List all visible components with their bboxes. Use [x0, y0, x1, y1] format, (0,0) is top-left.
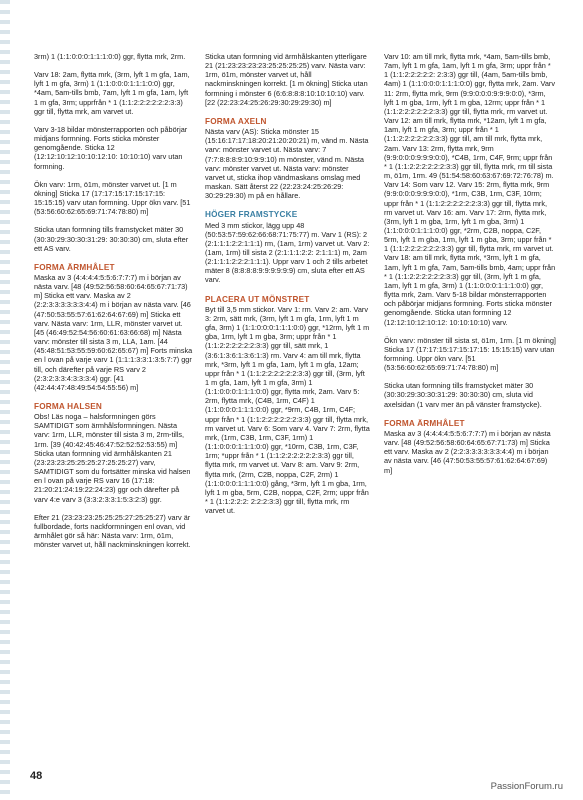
page-number: 48 [30, 770, 43, 782]
instruction-paragraph: Ökn varv: 1rm, ö1m, mönster varvet ut. [1 m ökning] Sticka 17 (17:17:15:17:15:17:15: 15:15:15) varv utan formning. Uppr ökn varv. [51 (53:56:60:62:65:69:71:74:78:80) m] [34, 179, 191, 217]
instruction-paragraph: Med 3 mm stickor, lägg upp 48 (50:53:57:59:62:66:68:71:75:77) m. Varv 1 (RS): 2 (2:1:1:1:2:2:1:1:1) rm, (1am, 1rm) varvet ut. Varv 2: (1am, 1rm) till sista 2 (2:1:1:1:2:2: 2:1:1:1) m, 2am (2:1:1:1:2:2:2:1:1:1). Uppr varv 1 och 2 tills arbetet mäter 8 (8:8:8:8:9:9:9:9:9:9) cm, sluta efter ett AS varv. [205, 220, 370, 285]
instruction-paragraph: Varv 3-18 bildar mönsterrapporten och påbörjar midjans formning. Forts sticka mönster genomgående. Sticka 12 (12:12:10:12:10:10:12:10: 10:10:10) varv utan formning. [34, 124, 188, 171]
instruction-paragraph: Maska av 3 (4:4:4:4:5:5:6:7:7:7) m i början av nästa varv. [48 (49:52:56:58:60:64:65:67:71:73) m] Sticka ett varv. Maska av 2 (2:2:3:3:3:3:3:3:4:4) m i början av nästa varv. [46 (47:50:53:55:57:61:62:64:67:69) m] Sticka ett varv. Nästa varv: 1rm, LLR, mönster varvet ut. [45 (46:49:52:54:56:60:61:63:66:68) m] Nästa varv: mönster till sista 3 m, LLA, 1am. [44 (45:48:51:53:55:59:60:62:65:67) m] Forts minska en l ovan på varje varv 1 (1:1:1:3:3:1:3:5:7:7) ggr till, och därefter på varje RS varv 2 (2:3:2:3:3:4:3:3:3:4) ggr. [41 (42:44:47:48:49:54:54:55:56) m] [34, 272, 193, 392]
text-column-3 [384, 52, 556, 484]
section-heading: FORMA AXELN [205, 116, 267, 126]
section-heading: FORMA HALSEN [34, 402, 103, 411]
footer-watermark: PassionForum.ru [490, 781, 563, 792]
text-column-1 [34, 52, 194, 558]
section-heading: HÖGER FRAMSTYCKE [205, 210, 298, 220]
instruction-paragraph: Sticka utan formning vid ärmhålskanten ytterligare 21 (21:23:23:23:23:25:25:25:25) varv. Nästa varv: 1rm, ö1m, mönster varvet ut, håll nackminskningen korrekt. [1 m ökning] Sticka utan formning i mönster 6 (6:6:8:8:8:10:10:10:10) varv. [22 (22:23:24:25:26:29:30:29:29:30) m] [205, 52, 368, 107]
section-heading: FORMA ÄRMHÅLET [34, 262, 115, 272]
instruction-paragraph: Varv 10: am till mrk, flytta mrk, *4am, 5am-tills bmb, 7am, lyft 1 m gfa, 1am, lyft 1 m gfa, 3rm; uppr från * 1 (1:1:2:2:2:2:2: 2:3:3) ggr till, (4am, 5am-tills bmb, 4am) 1 (1:1:0:0:0:1:1:1:0:0) ggr, flytta mrk, 2am. Varv 11: 2rm, flytta mrk, 9rm (9:9:0:0:0:9:9:9:0:0), *3rm, lyft 1 m gba, 1rm, lyft 1 m gba, 12rm; uppr från * 1 (1:1:2:2:2:2:2:2:3:3) ggr till, flytta mrk, rm varvet ut. Varv 12: am till mrk, flytta mrk, *12am, lyft 1 m gfa, 1am, lyft 1 m gfa, 3rm; uppr från * 1 (1:1:2:2:2:2:2:2:3:3) ggr till, am till mrk, flytta mrk, 2am. Varv 13: 2rm, flytta mrk, 9rm (9:9:0:0:0:9:9:9:0:0), *C4B, 1rm, C4F, 9rm; uppr från * 1 (1:1:2:2:2:2:2:2:3:3) ggr till, flytta mrk, rm till sista m, ö1m, 1rm. 49 (51:54:58:60:63:67:69:72:76:78) m. Varv 14: Som varv 12. Varv 15: 2rm, flytta mrk, 9rm (9:9:0:0:0:9:9:9:0:0), *1rm, C3B, 1rm, C3F, 10rm; uppr från * 1 (1:1:2:2:2:2:2:2:3:3) ggr till, flytta mrk, rm varvet ut. Varv 16: am. Varv 17: 2rm, flytta mrk, (3rm, lyft 1 m gba, 1rm, lyft 1 m gba, 3rm) 1 (1:1:0:0:0:1:1:1:0:0) ggr, *2rm, C2B, noppa, C2F, 5rm, lyft 1 m gba, 1rm, lyft 1 m gba, 3rm; uppr från * 1 (1:1:2:2:2:2:2:2:3:3) ggr till, flytta mrk, rm varvet ut. Varv 18: am till mrk, flytta mrk, *3rm, lyft 1 m gfa, 1am, lyft 1 m gfa, 7am, 5am-tills bmb, 4am; uppr från * 1 (1:1:2:2:2:2:2:2:3:3) ggr till, (3rm, lyft 1 m gfa, 1am, lyft 1 m gfa, 3rm) 1 (1:1:0:0:0:1:1:1:0:0) ggr, flytta mrk, 2am. Varv 5-18 bildar mönsterrapporten och påbörjar midjans formning. Forts sticka mönster genomgående. Sticka utan formning 12 (12:12:10:12:10:12: 10:10:10:10) varv. [384, 52, 556, 327]
instruction-paragraph: Maska av 3 (4:4:4:4:5:5:6:7:7:7) m i början av nästa varv. [48 (49:52:56:58:60:64:65:67:71:73) m] Sticka ett varv. Maska av 2 (2:2:3:3:3:3:3:3:4:4) m i början av nästa varv. [46 (47:50:53:55:57:61:62:64:67:69) m] [384, 428, 551, 475]
page-binding-edge [0, 0, 10, 800]
section-heading: PLACERA UT MÖNSTRET [205, 294, 310, 304]
instruction-paragraph: Sticka utan formning tills framstycket mäter 30 (30:30:29:30:30:31:29: 30:30:30) cm, sluta vid axelsidan (1 varv mer än på vänster framstycke). [384, 381, 542, 409]
instruction-paragraph: Ökn varv: mönster till sista st, ö1m, 1rm. [1 m ökning] Sticka 17 (17:17:15:17:15:17:15: 15:15:15) varv utan formning. Uppr ökn varv. [51 (53:56:60:62:65:69:71:74:78:80) m] [384, 335, 556, 373]
instruction-paragraph: Nästa varv (AS): Sticka mönster 15 (15:16:17:17:18:20:21:20:20:21) m, vänd m. Nästa varv: mönster varvet ut. Nästa varv: 7 (7:7:8:8:8:9:10:9:9:10) m mönster, vänd m. Nästa varv: mönster varvet ut. Nästa varv: mönster varvet ut, sticka ihop vändmaskans omslag med maskan. Sätt återst 22 (22:23:24:25:26:29: 30:29:29:30) m på en hållare. [205, 127, 369, 201]
instruction-paragraph: Efter 21 (23:23:23:25:25:25:27:25:25:27) varv är fullbordade, forts nackformningen enl ovan, vid ärmhålet gör så här: Nästa varv: 1rm, ö1m, mönster varvet ut, håll nackminskningen korrekt. [34, 512, 191, 550]
instruction-paragraph: Obs! Läs noga – halsformningen görs SAMTIDIGT som ärmhålsformningen. Nästa varv: 1rm, LLR, mönster till sista 3 m, 2rm-tills, 1rm. [39 (40:42:45:46:47:52:52:52:53:55) m] Sticka utan formning vid ärmhålskanten 21 (23:23:23:25:25:25:27:25:25:27) varv, SAMTIDIGT som du fortsätter minska vid halsen en l ovan på varje RS varv 16 (17:18: 21:20:21:24:19:22:24:23) ggr och därefter på varv 4:e varv 3 (3:3:2:3:3:1:5:3:2:3) ggr. [34, 412, 191, 504]
text-column-2 [205, 52, 370, 524]
instruction-paragraph: 3rm) 1 (1:1:0:0:0:1:1:1:0:0) ggr, flytta mrk, 2rm. [34, 52, 186, 61]
instruction-paragraph: Sticka utan formning tills framstycket mäter 30 (30:30:29:30:30:31:29: 30:30:30) cm, sluta efter ett AS varv. [34, 225, 189, 253]
instruction-paragraph: Varv 18: 2am, flytta mrk, (3rm, lyft 1 m gfa, 1am, lyft 1 m gfa, 3rm) 1 (1:1:0:0:0:1:1:1:0:0) ggr, *4am, 5am-tills bmb, 7am, lyft 1 m gfa, 1am, lyft 1 m gfa, 3rm; upprfrån * 1 (1:1:2:2:2:2:2:2:3:3) ggr till, flytta mrk, am varvet ut. [34, 70, 190, 116]
section-heading: FORMA ÄRMHÅLET [384, 418, 465, 428]
instruction-paragraph: Byt till 3,5 mm stickor. Varv 1: rm. Varv 2: am. Varv 3: 2rm, sätt mrk, (3rm, lyft 1 m gfa, 1rm, lyft 1 m gfa, 3rm) 1 (1:1:0:0:0:1:1:1:0:0) ggr, *12rm, lyft 1 m gba, 1rm, lyft 1 m gba, 3rm; uppr från * 1 (1:1:2:2:2:2:2:2:3:3) ggr till, sätt mrk, 1 (3:6:1:3:6:1:3:6:1:3) rm. Varv 4: am till mrk, flytta mrk, *3rm, lyft 1 m gfa, 1am, lyft 1 m gfa, 12am; uppr från * 1 (1:1:2:2:2:2:2:2:3:3) ggr till, (3rm, lyft 1 m gfa, 1am, lyft 1 m gfa, 3rm) 1 (1:1:0:0:0:1:1:1:0:0) ggr, flytta mrk, 2am. Varv 5: 2rm, flytta mrk, (C4B, 1rm, C4F) 1 (1:1:0:0:0:1:1:1:0:0) ggr, *9rm, C4B, 1rm, C4F; uppr från * 1 (1:1:2:2:2:2:2:2:3:3) ggr till, flytta mrk, rm varvet ut. Varv 6: Som varv 4. Varv 7: 2rm, flytta mrk, (1rm, C3B, 1rm, C3F, 1rm) 1 (1:1:0:0:0:1:1:1:0:0) ggr, *10rm, C3B, 1rm, C3F, 1rm; *uppr från * 1 (1:1:2:2:2:2:2:2:3:3) ggr till, flytta mrk, rm varvet ut. Varv 8: am. Varv 9: 2rm, flytta mrk, (2rm, C2B, noppa, C2F, 2rm) 1 (1:1:0:0:0:1:1:1:0:0) gång, *3rm, lyft 1 m gba, 1rm, lyft 1 m gba, 5rm, C2B, noppa, C2F, 2rm; uppr från * 1 (1:1:2:2:2: 2:2:2:3:3) ggr till, flytta mrk, rm varvet ut. [205, 304, 370, 516]
